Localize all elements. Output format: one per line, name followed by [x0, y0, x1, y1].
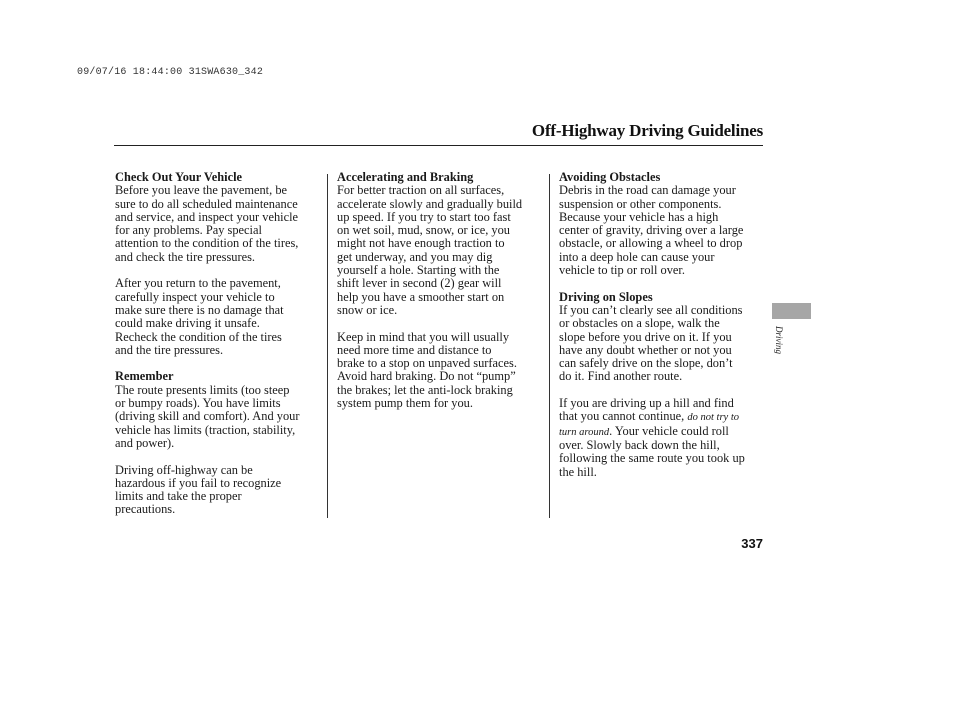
paragraph: The route presents limits (too steep or bumpy roads). You have limits (driving skill and comfort). And your vehicle has limits (traction, stability, and power). — [115, 382, 300, 450]
paragraph: After you return to the pavement, carefully inspect your vehicle to make sure there is no damage that could make driving it unsafe. Recheck the condition of the tires and the tire pressures. — [115, 276, 284, 357]
section-tab-label: Driving — [774, 326, 784, 354]
paragraph: Before you leave the pavement, be sure to do all scheduled maintenance and service, and inspect your vehicle for any problems. Pay special attention to the condition of the tires, and check the tire pressures. — [115, 183, 299, 264]
section-heading-avoiding-obstacles: Avoiding Obstacles — [559, 170, 661, 184]
paragraph-text: . Your vehicle could roll over. Slowly back down the hill, following the same route you took up the hill. — [559, 423, 745, 479]
section-heading-check-vehicle: Check Out Your Vehicle — [115, 170, 243, 184]
column-divider — [549, 174, 550, 518]
paragraph: If you can’t clearly see all conditions or obstacles on a slope, walk the slope before you drive on it. If you have any doubt whether or not you can safely drive on the slope, don’t do it. Find another route. — [559, 302, 743, 384]
section-heading-remember: Remember — [115, 369, 174, 384]
emphasis-text: do not try to — [687, 412, 739, 424]
column-middle — [337, 171, 545, 410]
section-heading-driving-slopes: Driving on Slopes — [559, 289, 653, 304]
paragraph: Debris in the road can damage your suspension or other components. Because your vehicle has a high center of gravity, driving over a large obstacle, or allowing a wheel to drop into a deep hole can cause your vehicle to tip or roll over. — [559, 183, 744, 278]
column-right — [559, 171, 765, 479]
title-rule — [114, 145, 763, 146]
page-number: 337 — [741, 536, 763, 551]
section-tab-marker — [772, 303, 811, 319]
paragraph — [559, 397, 765, 479]
paragraph: For better traction on all surfaces, accelerate slowly and gradually build up speed. If you try to start too fast on wet soil, mud, snow, or ice, you might not have enough traction to get underway, and you may dig yourself a hole. Starting with the shift lever in second (2) gear will help you have a smoother start on snow or ice. — [337, 183, 523, 317]
page-title: Off-Highway Driving Guidelines — [531, 121, 763, 140]
paragraph: Keep in mind that you will usually need more time and distance to brake to a stop on unpaved surfaces. Avoid hard braking. Do not “pump” the brakes; let the anti-lock braking system pump them for you. — [337, 329, 517, 411]
section-heading-accelerating-braking: Accelerating and Braking — [337, 170, 474, 184]
emphasis-text: turn around — [559, 426, 610, 438]
print-timestamp: 09/07/16 18:44:00 31SWA630_342 — [77, 67, 264, 78]
paragraph-text: If you are driving up a hill and find that you cannot continue, — [559, 396, 734, 424]
column-left — [115, 171, 322, 517]
paragraph: Driving off-highway can be hazardous if you fail to recognize limits and take the proper precautions. — [115, 462, 282, 517]
column-divider — [327, 174, 328, 518]
